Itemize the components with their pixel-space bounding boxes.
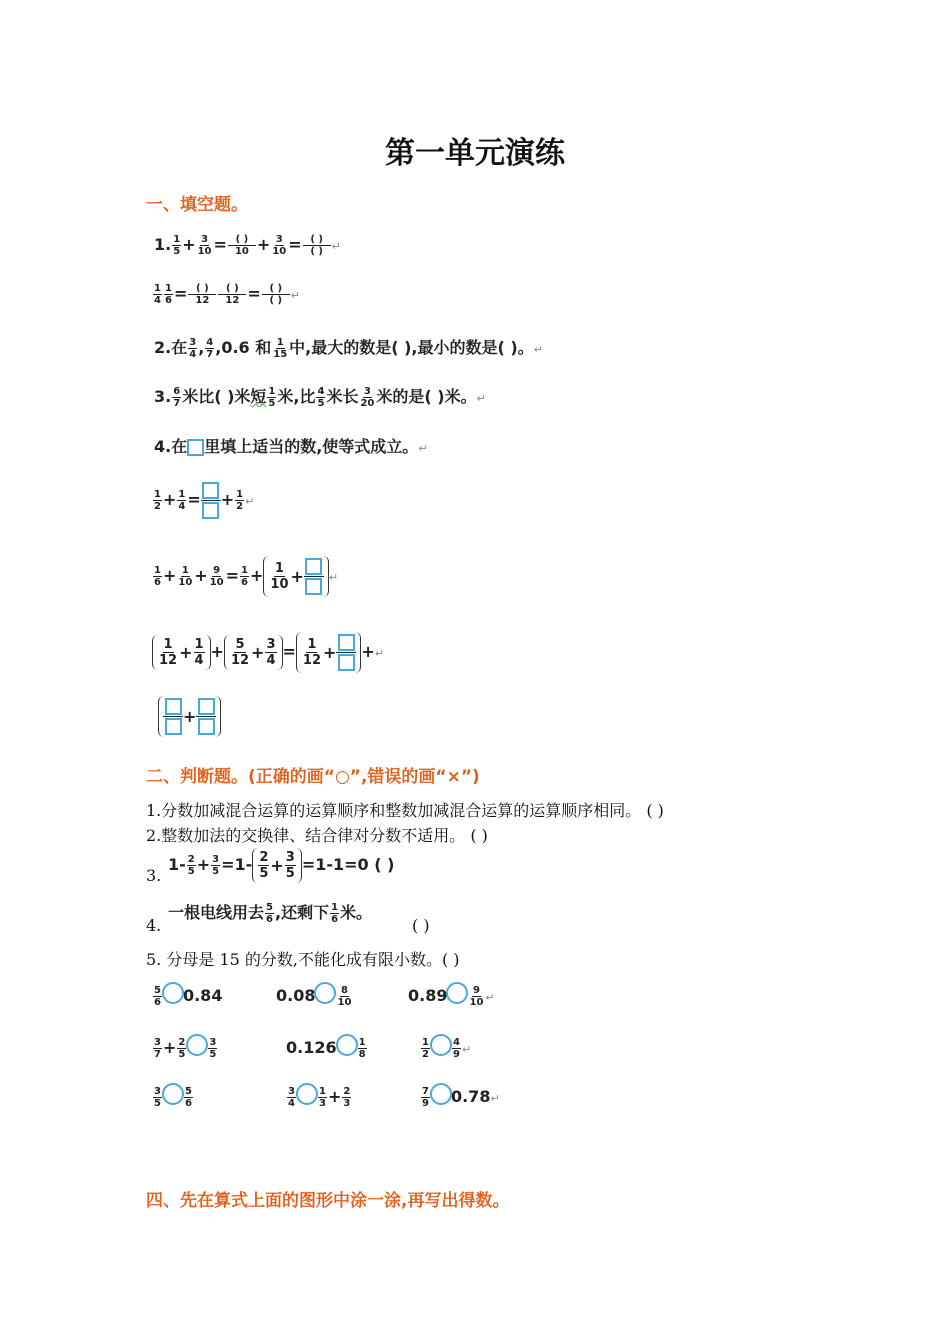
question-4: 4.在 里填上适当的数,使等式成立。↵ <box>154 437 428 456</box>
blank-square-icon <box>338 654 355 671</box>
fraction: $\frac{5}{6}$ <box>154 985 161 1008</box>
fraction: $\frac{3}{4}$ <box>288 1086 295 1109</box>
question-3: 3. $\frac{6}{7}$ 米比( )米短 $\frac{1}{5}$ 米,比 $\frac{4}{5}$ 米长 $\frac{3}{20}$ 米的是( )米。↵ <box>154 386 486 409</box>
fraction: $\frac{1}{5}$ <box>173 234 181 257</box>
bracket-group: $\frac{1}{12}$ + <box>296 632 362 673</box>
fraction: $\frac{3}{10}$ <box>197 234 212 257</box>
fraction: $\frac{5}{6}$ <box>184 1086 192 1109</box>
square-fraction-blank[interactable] <box>336 634 356 671</box>
compare-circle[interactable] <box>162 982 184 1004</box>
section-4-heading: 四、先在算式上面的图形中涂一涂,再写出得数。 <box>146 1191 510 1211</box>
square-fraction-blank[interactable] <box>201 482 221 519</box>
compare-circle[interactable] <box>336 1034 358 1056</box>
fraction: $\frac{1}{3}$ <box>318 1086 326 1109</box>
fraction: $\frac{1}{10}$ <box>178 565 193 588</box>
q4-equation-2: $\frac{1}{6}$ + $\frac{1}{10}$ + $\frac{9}{10}$ = $\frac{1}{6}$ + $\frac{1}{10}$ + ↵ <box>152 556 338 597</box>
fraction: $\frac{1}{6}$ <box>241 565 248 588</box>
fraction: $\frac{1}{4}$ <box>154 283 161 306</box>
fraction: $\frac{3}{7}$ <box>154 1037 161 1060</box>
fraction: $\frac{8}{10}$ <box>337 985 352 1008</box>
q1-row2: $\frac{1}{4}$ $\frac{1}{6}$ = $\frac{( )}{12}$ $\frac{( )}{12}$ = $\frac{( )}{( )}$ ↵ <box>154 283 300 306</box>
blank-square-icon <box>165 698 182 715</box>
bracket-group: + <box>158 696 221 737</box>
return-mark: ↵ <box>245 495 255 508</box>
judge-item-4-answer[interactable]: ( ) <box>412 916 430 935</box>
square-fraction-blank[interactable] <box>196 698 216 735</box>
q4-equation-3: $\frac{1}{12}$ + $\frac{1}{4}$ + $\frac{5}{12}$ + $\frac{3}{4}$ = $\frac{1}{12}$ + +↵ <box>152 632 384 673</box>
fraction: $\frac{3}{5}$ <box>212 854 220 877</box>
fraction: $\frac{2}{3}$ <box>343 1086 351 1109</box>
q4-equation-1: $\frac{1}{2}$ + $\frac{1}{4}$ = + $\frac{1}{2}$ ↵ <box>152 482 254 519</box>
q1-row1: 1. $\frac{1}{5}$ + $\frac{3}{10}$ = $\frac{( )}{10}$ + $\frac{3}{10}$ = $\frac{( )}{( )}$ ↵ <box>154 234 341 257</box>
bracket-group: $\frac{2}{5}$ + $\frac{3}{5}$ <box>252 848 302 883</box>
fraction: $\frac{1}{2}$ <box>422 1037 429 1060</box>
fraction: $\frac{1}{12}$ <box>159 637 178 668</box>
fraction: $\frac{3}{5}$ <box>209 1037 217 1060</box>
fraction: $\frac{4}{5}$ <box>317 386 325 409</box>
blank-square-icon <box>305 578 322 595</box>
blank-square-icon <box>165 718 182 735</box>
fraction: $\frac{1}{4}$ <box>178 489 186 512</box>
judge-item-3: 1- $\frac{2}{5}$ + $\frac{3}{5}$ =1- $\frac{2}{5}$ + $\frac{3}{5}$ =1-1=0 ( ) <box>168 850 395 881</box>
compare-4: $\frac{3}{7}$ + $\frac{2}{5}$ $\frac{3}{5}$ <box>152 1037 218 1060</box>
compare-circle[interactable] <box>446 982 468 1004</box>
fraction: $\frac{3}{10}$ <box>272 234 287 257</box>
compare-circle[interactable] <box>314 982 336 1004</box>
fraction: $\frac{3}{4}$ <box>189 337 197 360</box>
answer-blank[interactable]: $\frac{( )}{12}$ <box>218 283 246 306</box>
compare-circle[interactable] <box>430 1083 452 1105</box>
fraction: $\frac{1}{2}$ <box>154 489 161 512</box>
answer-blank[interactable]: $\frac{( )}{( )}$ <box>262 283 290 306</box>
question-2: 2.在 $\frac{3}{4}$ , $\frac{4}{7}$ ,0.6 和 $\frac{1}{15}$ 中,最大的数是( ),最小的数是( )。↵ <box>154 337 543 360</box>
judge-item-1: 1.分数加减混合运算的运算顺序和整数加减混合运算的运算顺序相同。 ( ) <box>146 801 664 820</box>
blank-square-icon <box>305 558 322 575</box>
page-title: 第一单元演练 <box>385 136 565 171</box>
fraction: $\frac{7}{9}$ <box>422 1086 429 1109</box>
judge-item-4-number: 4. <box>146 916 162 935</box>
fraction: $\frac{1}{15}$ <box>273 337 288 360</box>
section-1-heading: 一、填空题。 <box>146 195 248 215</box>
fraction: $\frac{2}{5}$ <box>259 850 269 881</box>
compare-3: 0.89 $\frac{9}{10}$ ↵ <box>408 985 495 1008</box>
judge-item-5: 5. 分母是 15 的分数,不能化成有限小数。( ) <box>146 950 460 969</box>
blank-square-icon <box>338 634 355 651</box>
fraction: $\frac{3}{20}$ <box>360 386 375 409</box>
answer-blank[interactable]: $\frac{( )}{12}$ <box>188 283 216 306</box>
fraction: $\frac{3}{5}$ <box>285 850 295 881</box>
bracket-group: $\frac{5}{12}$ + $\frac{3}{4}$ <box>224 635 283 670</box>
fraction: $\frac{9}{10}$ <box>209 565 224 588</box>
fraction: $\frac{4}{7}$ <box>206 337 214 360</box>
blank-square-icon <box>187 439 204 456</box>
fraction: $\frac{1}{12}$ <box>302 637 321 668</box>
fraction: $\frac{1}{6}$ <box>154 565 161 588</box>
blank-square-icon <box>202 482 219 499</box>
compare-1: $\frac{5}{6}$ 0.84 <box>152 985 222 1008</box>
fraction: $\frac{1}{5}$ <box>268 386 276 409</box>
return-mark: ↵ <box>328 571 339 584</box>
fraction: $\frac{9}{10}$ <box>469 985 484 1008</box>
return-mark: ↵ <box>533 343 543 356</box>
return-mark: ↵ <box>290 289 300 302</box>
compare-circle[interactable] <box>296 1083 318 1105</box>
fraction: $\frac{2}{5}$ <box>187 854 195 877</box>
return-mark: ↵ <box>461 1043 472 1056</box>
fraction: $\frac{1}{4}$ <box>194 637 204 668</box>
return-mark: ↵ <box>490 1092 500 1105</box>
compare-circle[interactable] <box>430 1034 452 1056</box>
bracket-group: $\frac{1}{10}$ + <box>263 556 329 597</box>
compare-circle[interactable] <box>162 1083 184 1105</box>
bracket-group: $\frac{1}{12}$ + $\frac{1}{4}$ <box>152 635 211 670</box>
judge-item-2: 2.整数加法的交换律、结合律对分数不适用。 ( ) <box>146 826 488 845</box>
return-mark: ↵ <box>418 442 428 455</box>
compare-2: 0.08 $\frac{8}{10}$ <box>276 985 353 1008</box>
fraction: $\frac{3}{5}$ <box>154 1086 161 1109</box>
fraction: $\frac{6}{7}$ <box>173 386 181 409</box>
return-mark: ↵ <box>374 647 385 660</box>
return-mark: ↵ <box>485 991 495 1004</box>
blank-square-icon <box>198 718 215 735</box>
section-2-heading: 二、判断题。(正确的画“○”,错误的画“×”) <box>146 767 480 787</box>
fraction: $\frac{1}{10}$ <box>270 561 289 592</box>
compare-6 <box>420 1037 471 1060</box>
judge-item-4: 一根电线用去 $\frac{5}{6}$ ,还剩下 $\frac{1}{6}$ 米。 <box>168 902 373 925</box>
compare-7 <box>152 1086 194 1109</box>
compare-8: $\frac{3}{4}$ $\frac{1}{3}$ + $\frac{2}{3}$ <box>286 1086 352 1109</box>
blank-square-icon <box>198 698 215 715</box>
return-mark: ↵ <box>476 392 486 405</box>
fraction: $\frac{1}{6}$ <box>331 902 339 925</box>
square-fraction-blank[interactable] <box>163 698 183 735</box>
fraction: $\frac{5}{6}$ <box>266 902 273 925</box>
compare-circle[interactable] <box>186 1034 208 1056</box>
q1-number: 1. <box>154 235 172 254</box>
fraction: $\frac{5}{12}$ <box>230 637 250 668</box>
answer-blank[interactable]: $\frac{( )}{( )}$ <box>303 234 331 257</box>
compare-9: $\frac{7}{9}$ 0.78↵ <box>420 1086 500 1109</box>
square-fraction-blank[interactable] <box>304 558 324 595</box>
judge-item-3-number: 3. <box>146 866 162 885</box>
answer-blank[interactable]: $\frac{( )}{10}$ <box>228 234 256 257</box>
fraction: $\frac{1}{8}$ <box>358 1037 366 1060</box>
fraction: $\frac{2}{5}$ <box>178 1037 186 1060</box>
fraction: $\frac{1}{2}$ <box>236 489 244 512</box>
fraction: $\frac{3}{4}$ <box>266 637 276 668</box>
return-mark: ↵ <box>331 240 341 253</box>
blank-square-icon <box>202 502 219 519</box>
fraction: $\frac{1}{6}$ <box>164 283 172 306</box>
compare-5: 0.126 $\frac{1}{8}$ <box>286 1037 368 1060</box>
fraction: $\frac{4}{9}$ <box>452 1037 460 1060</box>
q4-equation-4 <box>158 696 221 737</box>
